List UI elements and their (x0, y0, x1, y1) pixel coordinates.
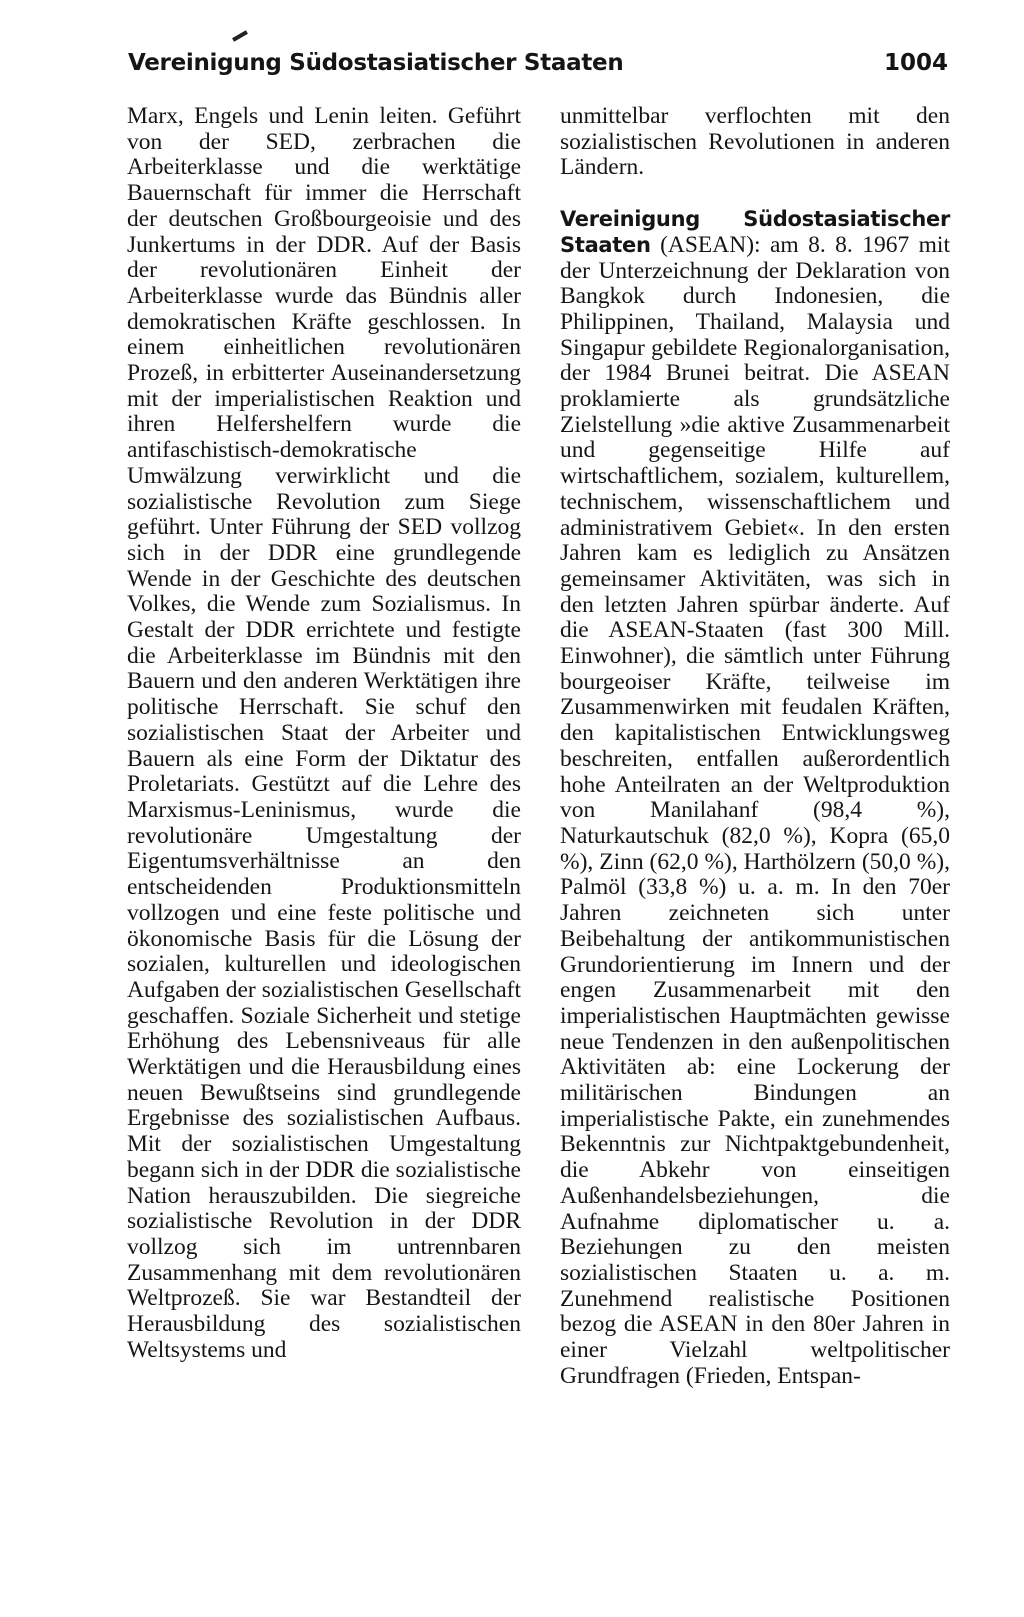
right-column (560, 104, 950, 1389)
dictionary-entry (560, 207, 950, 1389)
left-column (127, 104, 521, 1363)
running-title: Vereinigung Südostasiatischer Staaten (128, 50, 624, 76)
page-number: 1004 (883, 50, 948, 76)
entry-text: (ASEAN): am 8. 8. 1967 mit der Unterzeichnung der Deklaration von Bangkok durch Indonesien, die Philippinen, Thailand, Malaysia und Singapur gebildete Regionalorganisation, der 1984 Brunei beitrat. Die ASEAN proklamierte als grundsätzliche Zielstellung »die aktive Zusammenarbeit und gegenseitige Hilfe auf wirtschaftlichem, sozialem, kulturellem, technischem, wissenschaftlichem und administrativem Gebiet«. In den ersten Jahren kam es lediglich zu Ansätzen gemeinsamer Aktivitäten, was sich in den letzten Jahren spürbar änderte. Auf die ASEAN-Staaten (fast 300 Mill. Einwohner), die sämtlich unter Führung bourgeoiser Kräfte, teilweise im Zusammenwirken mit feudalen Kräften, den kapitalistischen Entwicklungsweg beschreiten, entfallen außerordentlich hohe Anteilraten an der Weltproduktion von Manilahanf (98,4 %), Naturkautschuk (82,0 %), Kopra (65,0 %), Zinn (62,0 %), Harthölzern (50,0 %), Palmöl (33,8 %) u. a. m. In den 70er Jahren zeichneten sich unter Beibehaltung der antikommunistischen Grundorientierung im Innern und der engen Zusammenarbeit mit den imperialistischen Hauptmächten gewisse neue Tendenzen in den außenpolitischen Aktivitäten ab: eine Lockerung der militärischen Bindungen an imperialistische Pakte, ein zunehmendes Bekenntnis zur Nichtpaktgebundenheit, die Abkehr von einseitigen Außenhandelsbeziehungen, die Aufnahme diplomatischer u. a. Beziehungen zu den meisten sozialistischen Staaten u. a. m. Zunehmend realistische Positionen bezog die ASEAN in den 80er Jahren in einer Vielzahl weltpolitischer Grundfragen (Frieden, Entspan- (560, 231, 950, 1389)
entry-headword: Vereinigung Südostasiatischer Staaten (560, 207, 950, 257)
continuation-paragraph: unmittelbar verflochten mit den sozialistischen Revolutionen in anderen Ländern. (560, 103, 950, 181)
ink-mark (232, 30, 248, 41)
page-header (128, 50, 948, 90)
left-paragraph: Marx, Engels und Lenin leiten. Geführt von der SED, zerbrachen die Arbeiterklasse und die werktätige Bauernschaft für immer die Herrschaft der deutschen Großbourgeoisie und des Junkertums in der DDR. Auf der Basis der revolutionären Einheit der Arbeiterklasse wurde das Bündnis aller demokratischen Kräfte geschlossen. In einem einheitlichen revolutionären Prozeß, in erbitterter Auseinandersetzung mit der imperialistischen Reaktion und ihren Helfershelfern wurde die antifaschistisch-demokratische Umwälzung verwirklicht und die sozialistische Revolution zum Siege geführt. Unter Führung der SED vollzog sich in der DDR eine grundlegende Wende in der Geschichte des deutschen Volkes, die Wende zum Sozialismus. In Gestalt der DDR errichtete und festigte die Arbeiterklasse im Bündnis mit den Bauern und den anderen Werktätigen ihre politische Herrschaft. Sie schuf den sozialistischen Staat der Arbeiter und Bauern als eine Form der Diktatur des Proletariats. Gestützt auf die Lehre des Marxismus-Leninismus, wurde die revolutionäre Umgestaltung der Eigentumsverhältnisse an den entscheidenden Produktionsmitteln vollzogen und eine feste politische und ökonomische Basis für die Lösung der sozialen, kulturellen und ideologischen Aufgaben der sozialistischen Gesellschaft geschaffen. Soziale Sicherheit und stetige Erhöhung des Lebensniveaus für alle Werktätigen und die Herausbildung eines neuen Bewußtseins sind grundlegende Ergebnisse des sozialistischen Aufbaus. Mit der sozialistischen Umgestaltung begann sich in der DDR die sozialistische Nation herauszubilden. Die siegreiche sozialistische Revolution in der DDR vollzog sich im untrennbaren Zusammenhang mit dem revolutionären Weltprozeß. Sie war Bestandteil der Herausbildung des sozialistischen Weltsystems und (127, 103, 521, 1363)
